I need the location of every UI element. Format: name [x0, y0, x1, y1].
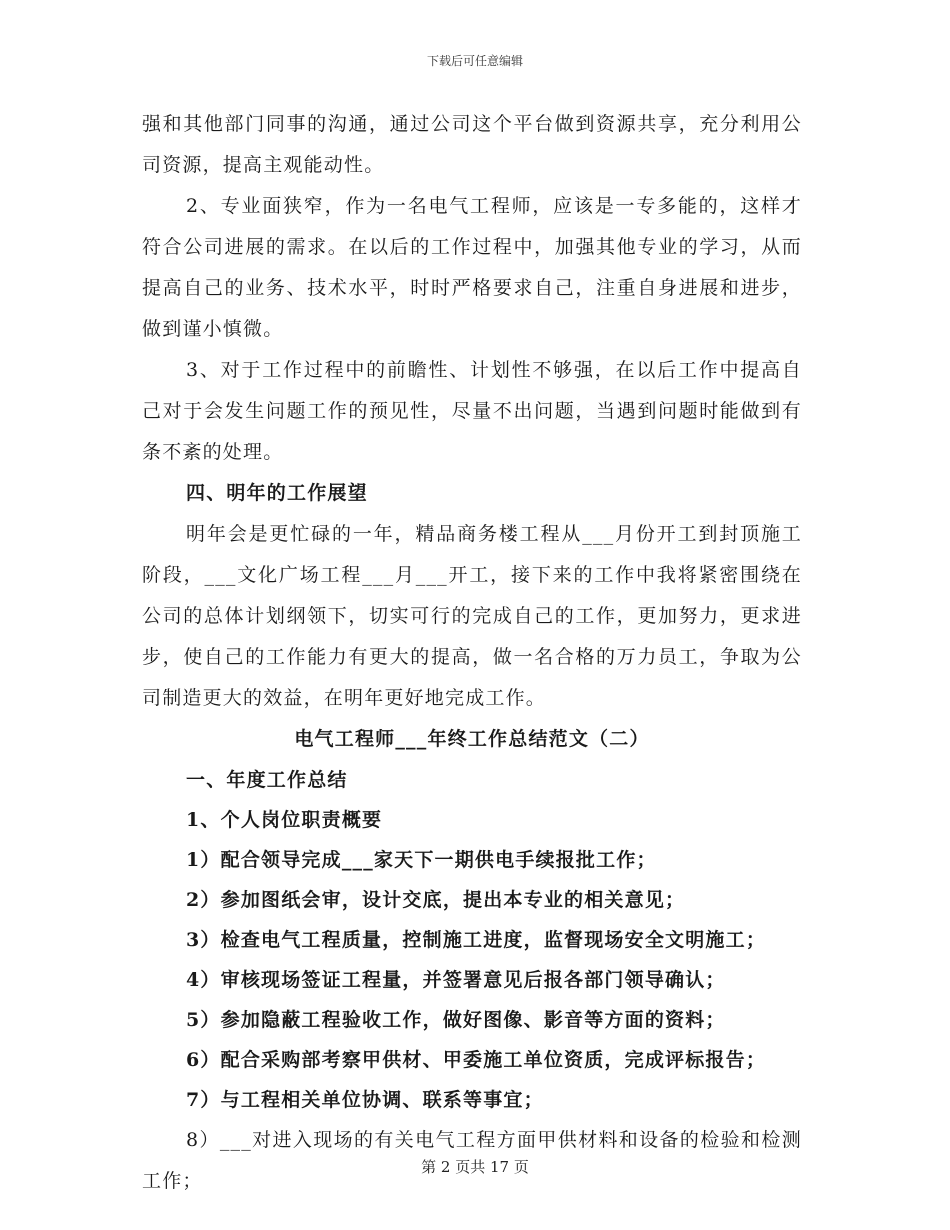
- duty-item-8: 8）___对进入现场的有关电气工程方面甲供材料和设备的检验和检测工作；: [142, 1129, 802, 1192]
- paragraph-outlook: 明年会是更忙碌的一年，精品商务楼工程从___月份开工到封顶施工阶段，___文化广场工程___月___开工，接下来的工作中我将紧密围绕在公司的总体计划纲领下，切实可行的完成自己的工作，更加努力，更求进步，使自己的工作能力有更大的提高，做一名合格的万力员工，争取为公司制造更大的效益，在明年更好地完成工作。: [142, 523, 802, 709]
- page-header: 下载后可任意编辑: [426, 54, 523, 68]
- duty-item-4: 4）审核现场签证工程量，并签署意见后报各部门领导确认；: [186, 969, 726, 991]
- paragraph-item-2: 2、专业面狭窄，作为一名电气工程师，应该是一专多能的，这样才符合公司进展的需求。在以后的工作过程中，加强其他专业的学习，从而提高自己的业务、技术水平，时时严格要求自己，注重自身进展和进步，做到谨小慎微。: [142, 195, 802, 340]
- duty-item-1: 1）配合领导完成___家天下一期供电手续报批工作；: [186, 849, 657, 871]
- page-footer: 第 2 页共 17 页: [421, 1158, 529, 1176]
- duty-item-2: 2）参加图纸会审，设计交底，提出本专业的相关意见；: [186, 889, 686, 911]
- duty-item-3: 3）检查电气工程质量，控制施工进度，监督现场安全文明施工；: [186, 929, 767, 951]
- paragraph-item-3: 3、对于工作过程中的前瞻性、计划性不够强，在以后工作中提高自己对于会发生问题工作的预见性，尽量不出问题，当遇到问题时能做到有条不紊的处理。: [142, 359, 802, 463]
- duty-item-6: 6）配合采购部考察甲供材、甲委施工单位资质，完成评标报告；: [186, 1049, 767, 1071]
- duty-item-7: 7）与工程相关单位协调、联系等事宜；: [186, 1089, 544, 1111]
- section-heading-annual-summary: 一、年度工作总结: [186, 769, 348, 791]
- document-body: [142, 104, 802, 1202]
- section-heading-outlook: 四、明年的工作展望: [186, 482, 368, 504]
- paragraph-continuation: 强和其他部门同事的沟通，通过公司这个平台做到资源共享，充分利用公司资源，提高主观能动性。: [142, 113, 802, 176]
- subsection-heading-duties: 1、个人岗位职责概要: [186, 809, 383, 831]
- duty-item-5: 5）参加隐蔽工程验收工作，做好图像、影音等方面的资料；: [186, 1009, 726, 1031]
- document-title: 电气工程师___年终工作总结范文（二）: [294, 728, 650, 750]
